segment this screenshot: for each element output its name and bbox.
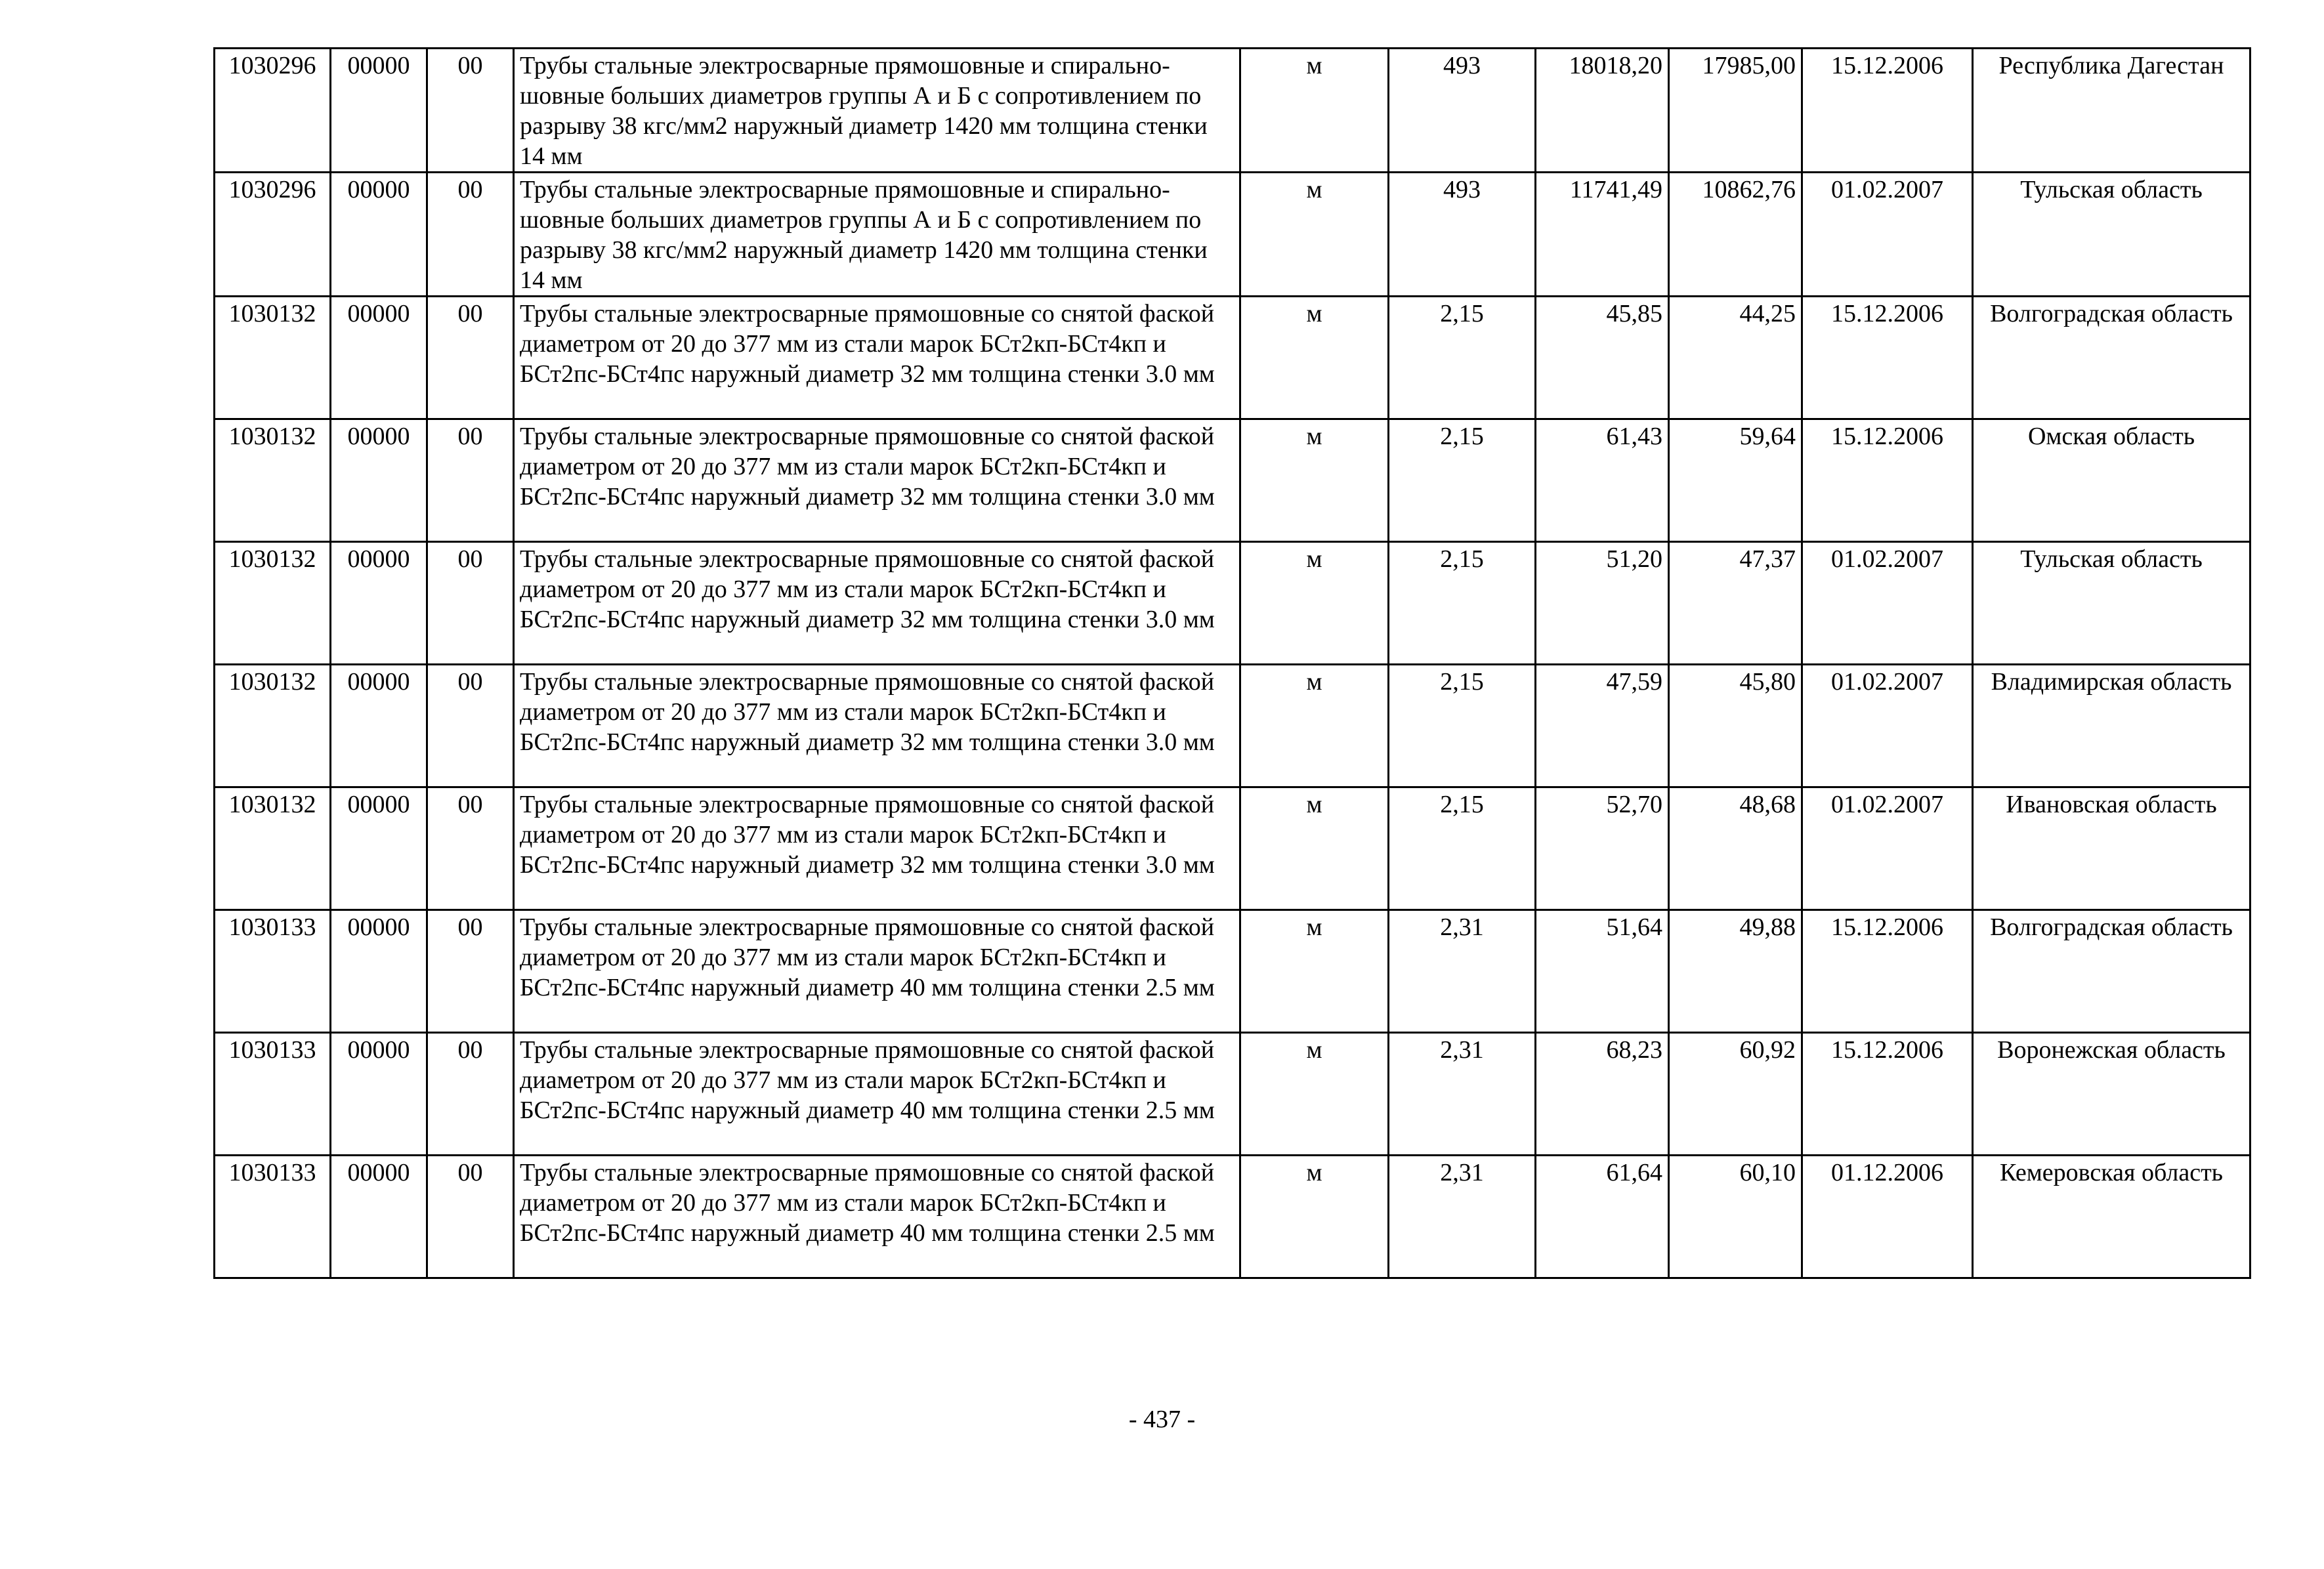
date-cell: 15.12.2006	[1802, 297, 1973, 419]
price-2-cell: 59,64	[1669, 419, 1802, 542]
date-cell: 01.02.2007	[1802, 787, 1973, 910]
sub-code-cell: 00	[427, 542, 514, 665]
unit-cell: м	[1240, 297, 1389, 419]
price-1-cell: 47,59	[1536, 665, 1669, 787]
price-2-cell: 60,10	[1669, 1156, 1802, 1278]
resource-code-cell: 1030296	[215, 173, 331, 297]
quantity-cell: 2,15	[1389, 665, 1536, 787]
unit-cell: м	[1240, 665, 1389, 787]
price-2-cell: 44,25	[1669, 297, 1802, 419]
description-cell: Трубы стальные электросварные прямошовные со снятой фаской диаметром от 20 до 377 мм из стали марок БСт2кп-БСт4кп и БСт2пс-БСт4пс наружный диаметр 40 мм толщина стенки 2.5 мм	[514, 1033, 1240, 1156]
resource-code-cell: 1030133	[215, 1156, 331, 1278]
extension-code-cell: 00000	[331, 787, 427, 910]
description-cell: Трубы стальные электросварные прямошовные со снятой фаской диаметром от 20 до 377 мм из стали марок БСт2кп-БСт4кп и БСт2пс-БСт4пс наружный диаметр 32 мм толщина стенки 3.0 мм	[514, 542, 1240, 665]
extension-code-cell: 00000	[331, 910, 427, 1033]
price-2-cell: 17985,00	[1669, 49, 1802, 173]
description-cell: Трубы стальные электросварные прямошовные со снятой фаской диаметром от 20 до 377 мм из стали марок БСт2кп-БСт4кп и БСт2пс-БСт4пс наружный диаметр 32 мм толщина стенки 3.0 мм	[514, 297, 1240, 419]
price-2-cell: 49,88	[1669, 910, 1802, 1033]
description-cell: Трубы стальные электросварные прямошовные и спирально-шовные больших диаметров группы А и Б с сопротивлением по разрыву 38 кгс/мм2 наружный диаметр 1420 мм толщина стенки 14 мм	[514, 173, 1240, 297]
table-row	[215, 910, 2250, 1033]
extension-code-cell: 00000	[331, 542, 427, 665]
sub-code-cell: 00	[427, 1156, 514, 1278]
date-cell: 15.12.2006	[1802, 910, 1973, 1033]
page-number: - 437 -	[1128, 1406, 1196, 1433]
price-2-cell: 45,80	[1669, 665, 1802, 787]
description-cell: Трубы стальные электросварные прямошовные со снятой фаской диаметром от 20 до 377 мм из стали марок БСт2кп-БСт4кп и БСт2пс-БСт4пс наружный диаметр 40 мм толщина стенки 2.5 мм	[514, 1156, 1240, 1278]
resource-code-cell: 1030132	[215, 665, 331, 787]
resource-code-cell: 1030133	[215, 1033, 331, 1156]
price-1-cell: 61,43	[1536, 419, 1669, 542]
description-cell: Трубы стальные электросварные прямошовные и спирально-шовные больших диаметров группы А и Б с сопротивлением по разрыву 38 кгс/мм2 наружный диаметр 1420 мм толщина стенки 14 мм	[514, 49, 1240, 173]
extension-code-cell: 00000	[331, 1033, 427, 1156]
date-cell: 15.12.2006	[1802, 1033, 1973, 1156]
quantity-cell: 2,31	[1389, 1033, 1536, 1156]
quantity-cell: 493	[1389, 49, 1536, 173]
unit-cell: м	[1240, 1033, 1389, 1156]
price-1-cell: 11741,49	[1536, 173, 1669, 297]
table-row	[215, 49, 2250, 173]
price-1-cell: 52,70	[1536, 787, 1669, 910]
sub-code-cell: 00	[427, 787, 514, 910]
extension-code-cell: 00000	[331, 419, 427, 542]
extension-code-cell: 00000	[331, 49, 427, 173]
sub-code-cell: 00	[427, 1033, 514, 1156]
region-cell: Тульская область	[1973, 542, 2250, 665]
date-cell: 01.02.2007	[1802, 665, 1973, 787]
table-row	[215, 787, 2250, 910]
quantity-cell: 493	[1389, 173, 1536, 297]
region-cell: Владимирская область	[1973, 665, 2250, 787]
region-cell: Воронежская область	[1973, 1033, 2250, 1156]
quantity-cell: 2,31	[1389, 910, 1536, 1033]
quantity-cell: 2,15	[1389, 297, 1536, 419]
unit-cell: м	[1240, 787, 1389, 910]
region-cell: Республика Дагестан	[1973, 49, 2250, 173]
price-2-cell: 48,68	[1669, 787, 1802, 910]
price-1-cell: 51,20	[1536, 542, 1669, 665]
price-2-cell: 47,37	[1669, 542, 1802, 665]
table-row	[215, 419, 2250, 542]
quantity-cell: 2,15	[1389, 787, 1536, 910]
quantity-cell: 2,15	[1389, 419, 1536, 542]
description-cell: Трубы стальные электросварные прямошовные со снятой фаской диаметром от 20 до 377 мм из стали марок БСт2кп-БСт4кп и БСт2пс-БСт4пс наружный диаметр 40 мм толщина стенки 2.5 мм	[514, 910, 1240, 1033]
extension-code-cell: 00000	[331, 297, 427, 419]
unit-cell: м	[1240, 542, 1389, 665]
table-row	[215, 1156, 2250, 1278]
region-cell: Тульская область	[1973, 173, 2250, 297]
quantity-cell: 2,15	[1389, 542, 1536, 665]
resource-code-cell: 1030132	[215, 297, 331, 419]
price-1-cell: 45,85	[1536, 297, 1669, 419]
sub-code-cell: 00	[427, 419, 514, 542]
table-row	[215, 173, 2250, 297]
sub-code-cell: 00	[427, 665, 514, 787]
date-cell: 01.02.2007	[1802, 173, 1973, 297]
table-row	[215, 542, 2250, 665]
resource-code-cell: 1030132	[215, 542, 331, 665]
description-cell: Трубы стальные электросварные прямошовные со снятой фаской диаметром от 20 до 377 мм из стали марок БСт2кп-БСт4кп и БСт2пс-БСт4пс наружный диаметр 32 мм толщина стенки 3.0 мм	[514, 419, 1240, 542]
table-row	[215, 297, 2250, 419]
region-cell: Волгоградская область	[1973, 910, 2250, 1033]
extension-code-cell: 00000	[331, 665, 427, 787]
price-1-cell: 51,64	[1536, 910, 1669, 1033]
table-row	[215, 1033, 2250, 1156]
price-1-cell: 61,64	[1536, 1156, 1669, 1278]
extension-code-cell: 00000	[331, 173, 427, 297]
table-body	[215, 49, 2250, 1278]
unit-cell: м	[1240, 173, 1389, 297]
unit-cell: м	[1240, 1156, 1389, 1278]
date-cell: 15.12.2006	[1802, 419, 1973, 542]
date-cell: 01.12.2006	[1802, 1156, 1973, 1278]
unit-cell: м	[1240, 910, 1389, 1033]
unit-cell: м	[1240, 419, 1389, 542]
region-cell: Омская область	[1973, 419, 2250, 542]
region-cell: Волгоградская область	[1973, 297, 2250, 419]
date-cell: 15.12.2006	[1802, 49, 1973, 173]
price-1-cell: 18018,20	[1536, 49, 1669, 173]
description-cell: Трубы стальные электросварные прямошовные со снятой фаской диаметром от 20 до 377 мм из стали марок БСт2кп-БСт4кп и БСт2пс-БСт4пс наружный диаметр 32 мм толщина стенки 3.0 мм	[514, 665, 1240, 787]
sub-code-cell: 00	[427, 173, 514, 297]
resource-code-cell: 1030132	[215, 419, 331, 542]
price-1-cell: 68,23	[1536, 1033, 1669, 1156]
resource-code-cell: 1030296	[215, 49, 331, 173]
table-row	[215, 665, 2250, 787]
price-2-cell: 10862,76	[1669, 173, 1802, 297]
price-2-cell: 60,92	[1669, 1033, 1802, 1156]
description-cell: Трубы стальные электросварные прямошовные со снятой фаской диаметром от 20 до 377 мм из стали марок БСт2кп-БСт4кп и БСт2пс-БСт4пс наружный диаметр 32 мм толщина стенки 3.0 мм	[514, 787, 1240, 910]
region-cell: Ивановская область	[1973, 787, 2250, 910]
extension-code-cell: 00000	[331, 1156, 427, 1278]
sub-code-cell: 00	[427, 49, 514, 173]
date-cell: 01.02.2007	[1802, 542, 1973, 665]
region-cell: Кемеровская область	[1973, 1156, 2250, 1278]
resource-code-cell: 1030133	[215, 910, 331, 1033]
price-table	[213, 47, 2251, 1279]
sub-code-cell: 00	[427, 297, 514, 419]
sub-code-cell: 00	[427, 910, 514, 1033]
quantity-cell: 2,31	[1389, 1156, 1536, 1278]
unit-cell: м	[1240, 49, 1389, 173]
resource-code-cell: 1030132	[215, 787, 331, 910]
